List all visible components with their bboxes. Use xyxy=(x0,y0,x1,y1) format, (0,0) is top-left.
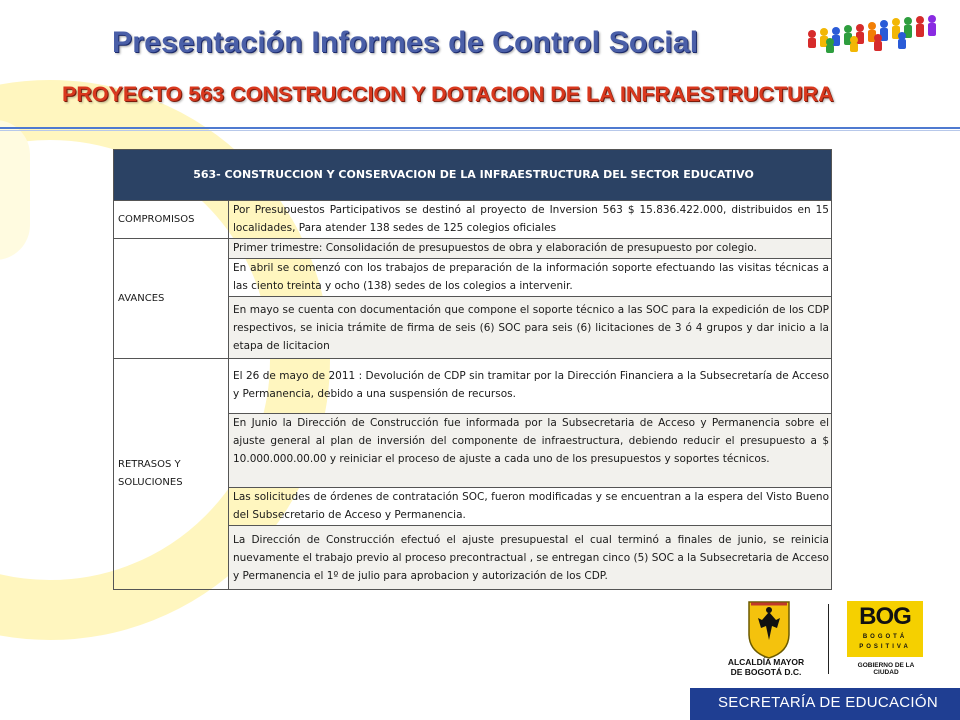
bog-logo-line-2: POSITIVA xyxy=(859,644,911,650)
table-row xyxy=(114,201,832,239)
divider-shadow xyxy=(0,130,960,131)
divider xyxy=(0,127,960,129)
bog-positiva-logo xyxy=(847,601,923,657)
gobierno-ciudad-text: GOBIERNO DE LA CIUDAD xyxy=(857,662,915,676)
row-label-compromisos: COMPROMISOS xyxy=(114,201,229,239)
bog-logo-main: BOG xyxy=(859,603,911,630)
project-subtitle: PROYECTO 563 CONSTRUCCION Y DOTACION DE LA INFRAESTRUCTURA xyxy=(62,82,834,106)
retrasos-item: Las solicitudes de órdenes de contratación SOC, fueron modificadas y se encuentran a la espera del Visto Bueno del Subsecretario de Acceso y Permanencia. xyxy=(229,488,832,526)
table-header-row xyxy=(114,150,832,201)
avances-item: En mayo se cuenta con documentación que compone el soporte técnico a las SOC para la expedición de los CDP respectivos, se inicia trámite de firma de seis (6) SOC para seis (6) licitaciones de 3 ó 4 grupos y dar inicio a la etapa de licitacion xyxy=(229,297,832,359)
row-label-retrasos: RETRASOS Y SOLUCIONES xyxy=(114,359,229,590)
background-shape xyxy=(0,120,30,260)
retrasos-item: El 26 de mayo de 2011 : Devolución de CDP sin tramitar por la Dirección Financiera a la Subsecretaría de Acceso y Permanencia, debido a una suspensión de recursos. xyxy=(229,359,832,414)
logo-separator xyxy=(828,604,829,674)
avances-item: Primer trimestre: Consolidación de presupuestos de obra y elaboración de presupuesto por colegio. xyxy=(229,239,832,259)
avances-item: En abril se comenzó con los trabajos de preparación de la información soporte efectuando las visitas técnicas a las ciento treinta y ocho (138) sedes de los colegios a intervenir. xyxy=(229,259,832,297)
alcaldia-logo-text xyxy=(707,657,825,677)
page-title: Presentación Informes de Control Social xyxy=(112,26,699,59)
compromisos-text: Por Presupuestos Participativos se destinó al proyecto de Inversion 563 $ 15.836.422.000, distribuidos en 15 localidades, Para atender 138 sedes de 125 colegios oficiales xyxy=(229,201,832,239)
retrasos-item: En Junio la Dirección de Construcción fue informada por la Subsecretaria de Acceso y Permanencia sobre el ajuste general al plan de inversión del componente de infraestructura, debiendo reducir el presupuesto a $ 10.000.000.00.00 y reiniciar el proceso de ajuste a cada uno de los presupuestos y soportes técnicos. xyxy=(229,414,832,488)
people-figures-icon xyxy=(800,12,950,54)
table-heading: 563- CONSTRUCCION Y CONSERVACION DE LA INFRAESTRUCTURA DEL SECTOR EDUCATIVO xyxy=(114,150,832,201)
bog-logo-line-1: BOGOTÁ xyxy=(862,634,908,640)
row-label-avances: AVANCES xyxy=(114,239,229,359)
report-table xyxy=(113,149,832,590)
alcaldia-line-2: DE BOGOTÁ D.C. xyxy=(730,667,802,677)
alcaldia-line-1: ALCALDÍA MAYOR xyxy=(727,657,805,667)
table-row xyxy=(114,239,832,259)
secretaria-educacion-label: SECRETARÍA DE EDUCACIÓN xyxy=(718,694,938,711)
retrasos-item: La Dirección de Construcción efectuó el ajuste presupuestal el cual terminó a finales de junio, se reinicia nuevamente el trabajo previo al proceso precontractual , se entregan cinco (5) SOC a la Subsecretaria de Acceso y Permanencia el 1º de julio para aprobacion y autorización de los CDP. xyxy=(229,526,832,590)
table-row xyxy=(114,359,832,414)
